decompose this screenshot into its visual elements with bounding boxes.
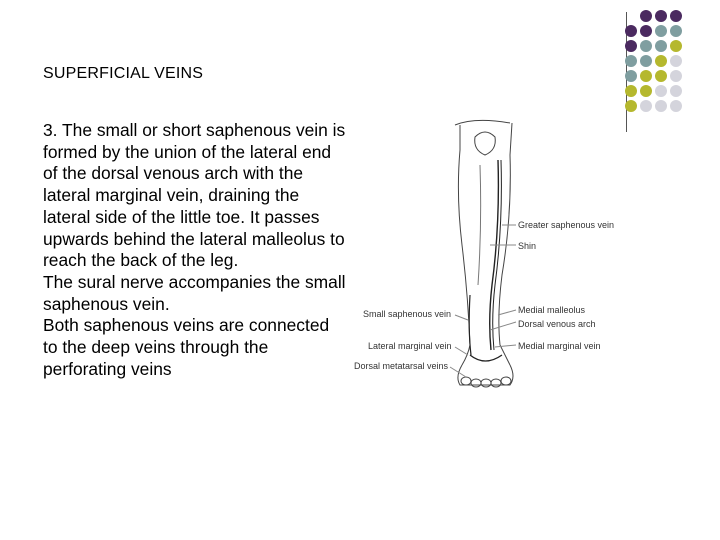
decorative-dot xyxy=(670,40,682,52)
decorative-dot xyxy=(625,55,637,67)
decorative-dot xyxy=(625,70,637,82)
label-shin: Shin xyxy=(518,241,537,251)
decorative-dot xyxy=(655,25,667,37)
label-medial-marginal-vein: Medial marginal vein xyxy=(518,341,601,351)
decorative-dot xyxy=(655,10,667,22)
decorative-dot xyxy=(655,70,667,82)
decorative-dot xyxy=(670,100,682,112)
paragraph-sural-nerve: The sural nerve accompanies the small saphenous vein. xyxy=(43,271,346,314)
decorative-dot xyxy=(640,85,652,97)
decorative-dot xyxy=(655,40,667,52)
leg-drawing xyxy=(350,115,620,395)
decorative-dot xyxy=(670,10,682,22)
decorative-dot xyxy=(625,25,637,37)
paragraph-perforating-veins: Both saphenous veins are connected to the deep veins through the perforating veins xyxy=(43,315,330,379)
decorative-dot xyxy=(625,100,637,112)
decorative-dot xyxy=(655,100,667,112)
slide-body xyxy=(43,120,348,380)
decorative-dot xyxy=(640,70,652,82)
label-medial-malleolus: Medial malleolus xyxy=(518,305,586,315)
decorative-dot xyxy=(640,100,652,112)
decorative-dot xyxy=(625,40,637,52)
label-dorsal-venous-arch: Dorsal venous arch xyxy=(518,319,596,329)
decorative-dot xyxy=(640,55,652,67)
leg-veins-diagram xyxy=(350,115,620,395)
decorative-dot xyxy=(670,70,682,82)
decorative-dot xyxy=(625,85,637,97)
label-dorsal-metatarsal-veins: Dorsal metatarsal veins xyxy=(354,361,449,371)
patella-shape xyxy=(475,132,496,155)
decorative-dot xyxy=(670,25,682,37)
label-greater-saphenous-vein: Greater saphenous vein xyxy=(518,220,615,230)
decorative-dot xyxy=(670,55,682,67)
decorative-dot xyxy=(655,85,667,97)
decorative-dot xyxy=(640,25,652,37)
label-small-saphenous-vein: Small saphenous vein xyxy=(363,309,452,319)
decorative-dot xyxy=(640,40,652,52)
label-lateral-marginal-vein: Lateral marginal vein xyxy=(368,341,452,351)
decorative-dot xyxy=(640,10,652,22)
slide-title: SUPERFICIAL VEINS xyxy=(43,65,204,82)
paragraph-small-saphenous: 3. The small or short saphenous vein is formed by the union of the lateral end of the dorsal venous arch with the lateral marginal vein, draining the lateral side of the little toe. It passes upwards behind the lateral malleolus to reach the back of the leg. xyxy=(43,120,346,271)
decorative-dot xyxy=(655,55,667,67)
decorative-dot xyxy=(670,85,682,97)
